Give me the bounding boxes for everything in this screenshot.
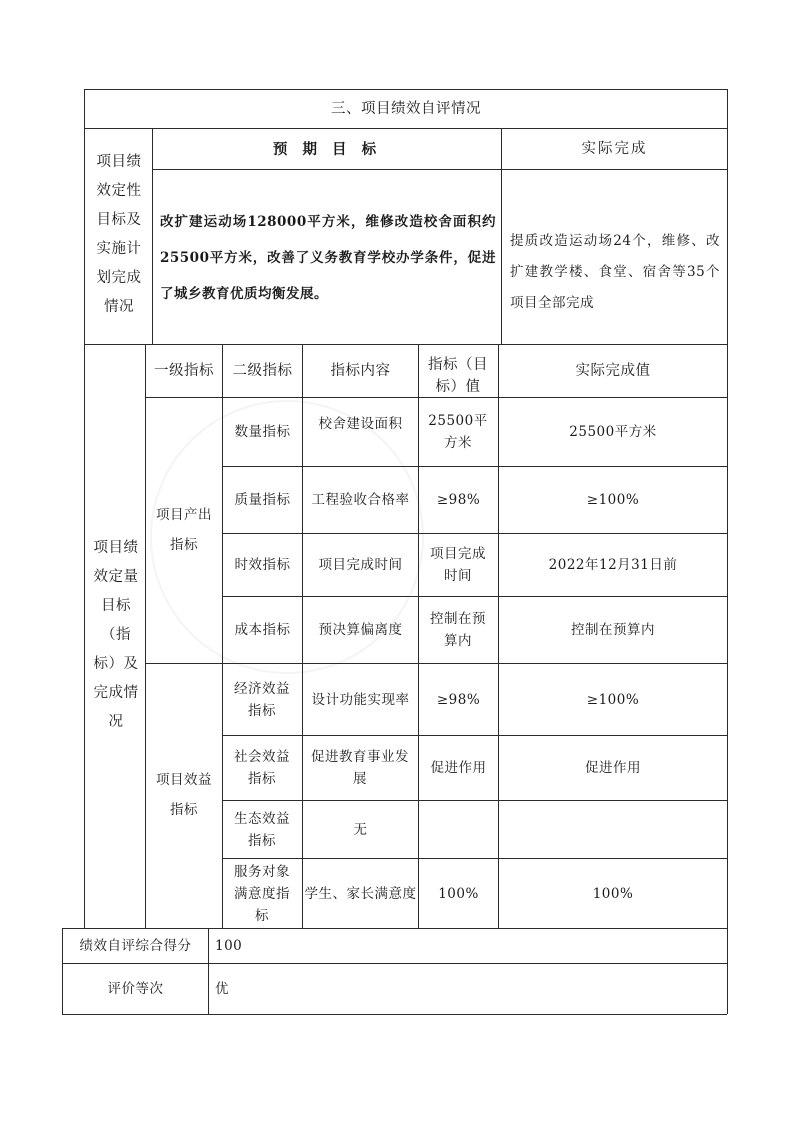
actual-completion-text: 提质改造运动场24个，维修、改扩建教学楼、食堂、宿舍等35个项目全部完成 (510, 232, 720, 311)
row-actual: 100% (592, 885, 634, 902)
header-content: 指标内容 (330, 362, 391, 379)
row-target: ≥98% (436, 492, 481, 508)
header-level1: 一级指标 (154, 362, 214, 379)
row-target: 控制在预算内 (430, 611, 486, 649)
row-level2: 经济效益指标 (234, 680, 290, 719)
grade-label: 评价等次 (107, 981, 164, 997)
row-content: 学生、家长满意度 (304, 885, 417, 902)
row-level2: 生态效益指标 (234, 810, 290, 849)
rule (152, 169, 727, 170)
score-value: 100 (215, 938, 243, 954)
row-level2: 数量指标 (234, 424, 291, 440)
actual-completion-header: 实际完成 (581, 140, 648, 157)
section-title: 三、项目绩效自评情况 (331, 100, 481, 117)
level1-output: 项目产出指标 (156, 507, 212, 553)
row-target: 25500平方米 (428, 413, 488, 451)
row-level2: 社会效益指标 (234, 749, 290, 787)
quantitative-row-label: 项目绩效定量目标（指标）及完成情况 (93, 539, 139, 730)
row-actual: 促进作用 (585, 760, 641, 776)
row-target: ≥98% (436, 691, 481, 708)
row-actual (499, 801, 727, 858)
row-content: 无 (353, 821, 368, 838)
row-level2: 服务对象满意度指标 (234, 863, 290, 924)
qualitative-row-label: 项目绩效定性目标及实施计划完成情况 (96, 154, 142, 315)
row-target: 促进作用 (430, 760, 487, 776)
table-border-bottom (62, 1014, 727, 1015)
row-content: 校舍建设面积 (318, 416, 403, 432)
row-content: 设计功能实现率 (311, 691, 410, 708)
row-actual: 25500平方米 (569, 424, 657, 440)
grade-value: 优 (215, 981, 229, 997)
row-level2: 成本指标 (234, 622, 291, 638)
row-target: 100% (438, 885, 479, 902)
row-actual: 控制在预算内 (571, 622, 655, 638)
table-border-left (84, 89, 85, 928)
row-actual: ≥100% (586, 691, 640, 708)
row-target (419, 801, 498, 858)
row-actual: 2022年12月31日前 (548, 557, 678, 573)
row-content: 工程验收合格率 (311, 492, 410, 508)
row-target: 项目完成时间 (430, 546, 486, 584)
row-level2: 时效指标 (234, 557, 291, 573)
header-actual: 实际完成值 (575, 362, 651, 379)
table-border-right (727, 89, 728, 1014)
header-target: 指标（目标）值 (428, 357, 488, 395)
level1-benefit: 项目效益指标 (156, 772, 212, 818)
score-label: 绩效自评综合得分 (79, 938, 192, 954)
expected-goal-header: 预 期 目 标 (272, 140, 382, 158)
row-content: 项目完成时间 (318, 557, 403, 573)
expected-goal-text: 改扩建运动场128000平方米，维修改造校舍面积约25500平方米，改善了义务教育学校办学条件，促进了城乡教育优质均衡发展。 (160, 214, 496, 302)
row-actual: ≥100% (586, 492, 640, 508)
header-level2: 二级指标 (232, 362, 293, 379)
rule (145, 344, 146, 928)
row-content: 预决算偏离度 (318, 622, 403, 638)
row-content: 促进教育事业发展 (311, 749, 409, 787)
row-level2: 质量指标 (234, 492, 291, 508)
